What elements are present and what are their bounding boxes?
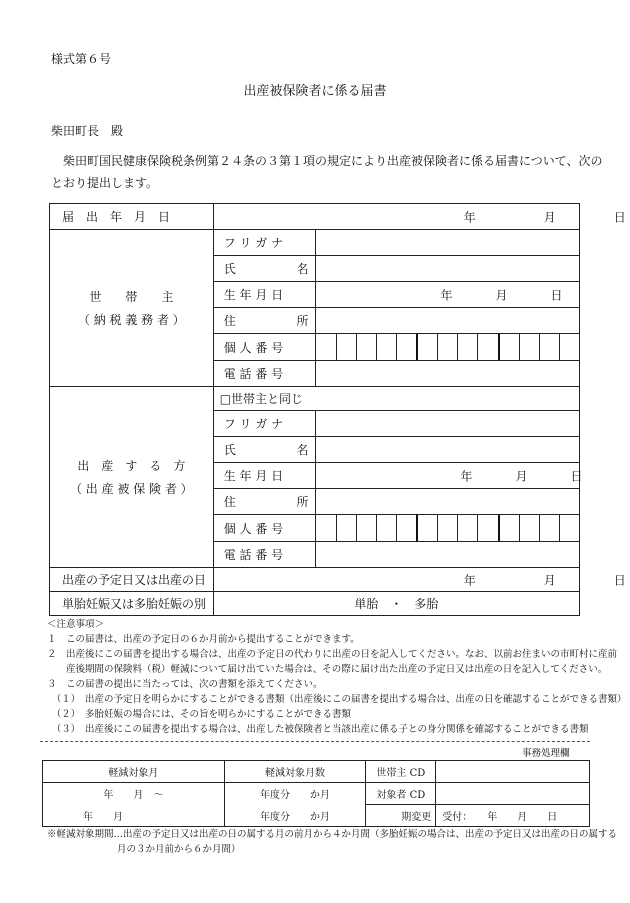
hh-phone-field[interactable] bbox=[315, 361, 579, 387]
mother-label: 出 産 す る 方 （ 出 産 被 保 険 者 ） bbox=[50, 387, 214, 568]
note-2: ２ 出産後にこの届書を提出する場合は、出産の予定日の代わりに出産の日を記入してください。なお、以前お住まいの市町村に産前 bbox=[47, 649, 618, 660]
m-address-label: 住 所 bbox=[213, 489, 315, 515]
m-phone-label: 電 話 番 号 bbox=[213, 542, 315, 568]
note-3-2: （２） 多胎妊娠の場合には、その旨を明らかにすることができる書類 bbox=[47, 709, 352, 720]
office-heading: 事務処理欄 bbox=[522, 748, 570, 759]
hh-name-field[interactable] bbox=[315, 256, 579, 282]
same-as-householder-checkbox[interactable]: □世帯主と同じ bbox=[213, 387, 579, 411]
footnote bbox=[47, 827, 617, 857]
m-mynumber-label: 個 人 番 号 bbox=[213, 515, 315, 542]
main-form-table bbox=[49, 203, 626, 616]
page-title: 出産被保険者に係る届書 bbox=[243, 84, 387, 99]
cut-line bbox=[40, 741, 590, 742]
notes-heading: ＜注意事項＞ bbox=[47, 619, 105, 630]
hh-furigana-field[interactable] bbox=[315, 230, 579, 256]
note-1: １ この届書は、出産の予定日の６か月前から提出することができます。 bbox=[47, 634, 360, 645]
hh-mynumber-label: 個 人 番 号 bbox=[213, 334, 315, 361]
office-count-2[interactable]: 年度分 か月 bbox=[224, 805, 366, 827]
m-name-label: 氏 名 bbox=[213, 437, 315, 463]
pregnancy-type-selector[interactable]: 単胎 ・ 多胎 bbox=[213, 592, 579, 616]
m-dob-label: 生 年 月 日 bbox=[213, 463, 315, 489]
intro-line-1: 柴田町国民健康保険税条例第２４条の３第１項の規定により出産被保険者に係る届書について、次の bbox=[63, 154, 603, 168]
m-mynumber-field[interactable] bbox=[315, 515, 579, 542]
hh-address-label: 住 所 bbox=[213, 308, 315, 334]
office-months-to[interactable]: 年 月 bbox=[43, 805, 225, 827]
hh-address-field[interactable] bbox=[315, 308, 579, 334]
office-count-1[interactable]: 年度分 か月 bbox=[224, 783, 366, 805]
form-number: 様式第６号 bbox=[51, 52, 112, 66]
due-date-label: 出産の予定日又は出産の日 bbox=[50, 568, 214, 592]
received-date[interactable]: 受付： 年 月 日 bbox=[436, 805, 590, 827]
householder-cd-field[interactable] bbox=[436, 761, 590, 783]
note-3-1: （１） 出産の予定日を明らかにすることができる書類（出産後にこの届書を提出する場合は、出産の日を確認することができる書類） bbox=[47, 694, 627, 705]
pregnancy-type-label: 単胎妊娠又は多胎妊娠の別 bbox=[50, 592, 214, 616]
m-furigana-field[interactable] bbox=[315, 411, 579, 437]
m-address-field[interactable] bbox=[315, 489, 579, 515]
target-cd-label: 対象者 CD bbox=[366, 783, 436, 805]
hh-furigana-label: フ リ ガ ナ bbox=[213, 230, 315, 256]
m-furigana-label: フ リ ガ ナ bbox=[213, 411, 315, 437]
office-col-months: 軽減対象月 bbox=[43, 761, 225, 783]
addressee: 柴田町長 殿 bbox=[51, 124, 124, 138]
hh-phone-label: 電 話 番 号 bbox=[213, 361, 315, 387]
householder-label: 世 帯 主 （ 納 税 義 務 者 ） bbox=[50, 230, 214, 387]
householder-cd-label: 世帯主 CD bbox=[366, 761, 436, 783]
note-3-3: （３） 出産後にこの届書を提出する場合は、出産した被保険者と当該出産に係る子との身分関係を確認することができる書類 bbox=[47, 724, 589, 735]
hh-dob-label: 生 年 月 日 bbox=[213, 282, 315, 308]
note-3: ３ この届書の提出に当たっては、次の書類を添えてください。 bbox=[47, 679, 323, 690]
intro-line-2: とおり提出します。 bbox=[51, 176, 159, 190]
note-2-cont: 産後期間の保険料（税）軽減について届け出ていた場合は、その際に届け出た出産の予定日又は出産の日を記入してください。 bbox=[47, 664, 608, 675]
target-cd-field[interactable] bbox=[436, 783, 590, 805]
office-table bbox=[42, 760, 590, 827]
date-label: 届 出 年 月 日 bbox=[50, 204, 214, 230]
date-field[interactable]: 年 月 日 bbox=[213, 204, 579, 230]
office-col-count: 軽減対象月数 bbox=[224, 761, 366, 783]
hh-mynumber-field[interactable] bbox=[315, 334, 579, 361]
due-date-field[interactable]: 年 月 日 bbox=[213, 568, 579, 592]
m-name-field[interactable] bbox=[315, 437, 579, 463]
hh-name-label: 氏 名 bbox=[213, 256, 315, 282]
notes bbox=[47, 617, 627, 737]
footnote-line-2: 月の３か月前から６か月間） bbox=[117, 844, 241, 855]
hh-dob-field[interactable]: 年 月 日 bbox=[315, 282, 579, 308]
office-months-from[interactable]: 年 月 ～ bbox=[43, 783, 225, 805]
m-phone-field[interactable] bbox=[315, 542, 579, 568]
period-change-label: 期変更 bbox=[366, 805, 436, 827]
m-dob-field[interactable]: 年 月 日 bbox=[315, 463, 579, 489]
footnote-line-1: ※軽減対象期間…出産の予定日又は出産の日の属する月の前月から４か月間（多胎妊娠の場合は、出産の予定日又は出産の日の属する bbox=[47, 829, 618, 840]
